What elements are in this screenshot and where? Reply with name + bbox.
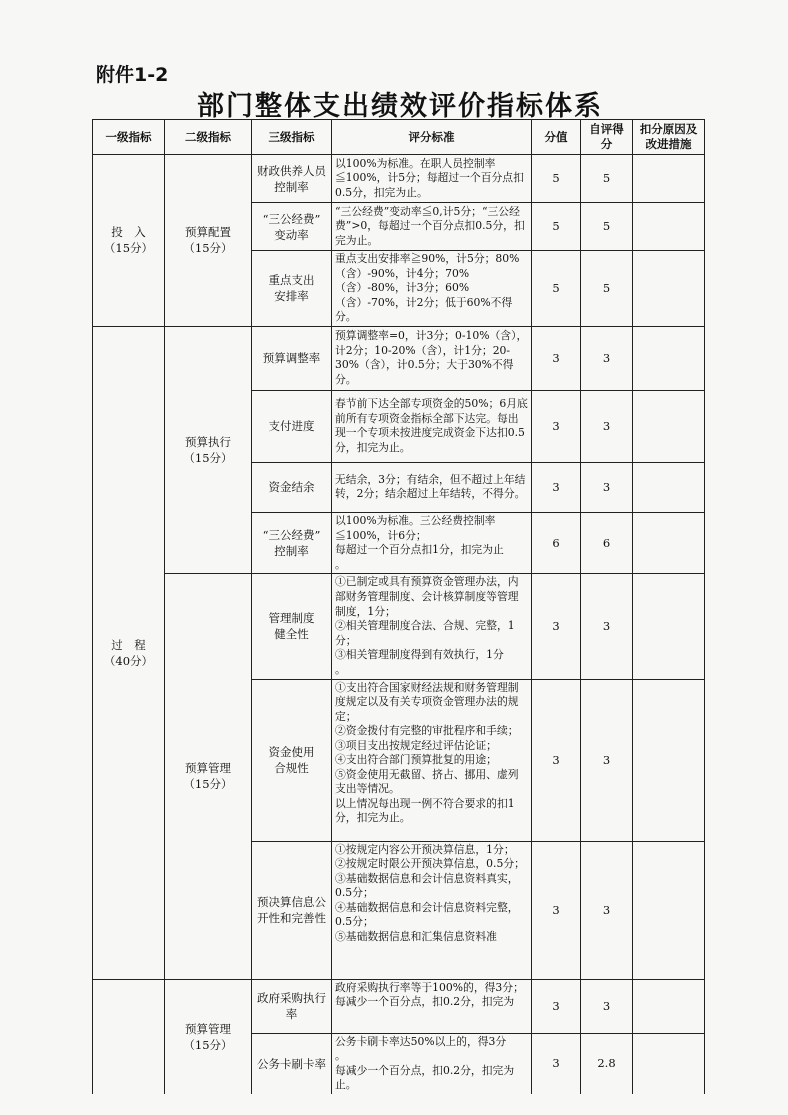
score-cell: 5 [532, 203, 581, 251]
criteria-cell: 公务卡刷卡率达50%以上的，得3分 。 每减少一个百分点，扣0.2分，扣完为止。 [332, 1033, 532, 1094]
score-cell: 3 [532, 326, 581, 390]
reason-cell [633, 326, 705, 390]
reason-cell [633, 841, 705, 979]
reason-cell [633, 574, 705, 679]
page-title: 部门整体支出绩效评价指标体系 [197, 91, 603, 122]
table-row [93, 155, 705, 203]
score-cell: 3 [532, 390, 581, 462]
attachment-label: 附件1-2 [96, 64, 169, 86]
reason-cell [633, 679, 705, 841]
criteria-text: 政府采购执行率等于100%的，得3分； 每减少一个百分点，扣0.2分，扣完为 [335, 980, 524, 1009]
score-cell: 5 [532, 155, 581, 203]
score-cell: 3 [532, 979, 581, 1033]
level3-name: 支付进度 [252, 390, 332, 462]
criteria-cell: 春节前下达全部专项资金的50%；6月底前所有专项资金指标全部下达完。每出现一个专项未按进度完成资金下达扣0.5分，扣完为止。 [332, 390, 532, 462]
reason-cell [633, 462, 705, 512]
level3-name: 重点支出 安排率 [252, 251, 332, 327]
self-score-cell: 3 [581, 979, 633, 1033]
level3-name: “三公经费” 控制率 [252, 512, 332, 573]
criteria-text: ①按规定内容公开预决算信息，1分； ②按规定时限公开预决算信息，0.5分； ③基础数据信息和会计信息资料真实，0.5分； ④基础数据信息和会计信息资料完整，0.5分； ⑤基础数据信息和汇集信息资料准 [335, 842, 525, 944]
indicator-table [92, 119, 705, 1094]
level3-name: 政府采购执行 率 [252, 979, 332, 1033]
reason-cell [633, 251, 705, 327]
reason-cell [633, 979, 705, 1033]
level2-config: 预算配置 （15分） [165, 155, 252, 327]
level1-cell-empty [93, 979, 165, 1094]
level2-exec: 预算执行 （15分） [165, 326, 252, 573]
level2-mgmt: 预算管理 （15分） [165, 574, 252, 979]
criteria-cell: 无结余，3分；有结余，但不超过上年结转，2分；结余超过上年结转，不得分。 [332, 462, 532, 512]
header-row [93, 120, 705, 155]
criteria-cell: 重点支出安排率≧90%，计5分；80%（含）-90%，计4分；70%（含）-80%，计3分；60%（含）-70%，计2分；低于60%不得分。 [332, 251, 532, 327]
self-score-cell: 2.8 [581, 1033, 633, 1094]
criteria-cell: 以100%为标准。三公经费控制率≦100%，计6分； 每超过一个百分点扣1分，扣完为止 。 [332, 512, 532, 573]
self-score-cell: 3 [581, 841, 633, 979]
self-score-cell: 5 [581, 203, 633, 251]
table-row [93, 574, 705, 679]
table-row [93, 326, 705, 390]
score-cell: 3 [532, 574, 581, 679]
criteria-cell: ①已制定或具有预算资金管理办法，内部财务管理制度、会计核算制度等管理制度，1分； ②相关管理制度合法、合规、完整，1分； ③相关管理制度得到有效执行，1分 。 [332, 574, 532, 679]
self-score-cell: 5 [581, 155, 633, 203]
reason-cell [633, 1033, 705, 1094]
level2-mgmt2: 预算管理 （15分） [165, 979, 252, 1094]
self-score-cell: 5 [581, 251, 633, 327]
col-self-score: 自评得分 [581, 120, 633, 155]
criteria-cell [332, 841, 532, 979]
criteria-cell: 预算调整率=0，计3分；0-10%（含），计2分；10-20%（含），计1分；20-30%（含），计0.5分；大于30%不得分。 [332, 326, 532, 390]
self-score-cell: 6 [581, 512, 633, 573]
col-score: 分值 [532, 120, 581, 155]
level3-name: 预决算信息公 开性和完善性 [252, 841, 332, 979]
col-reason: 扣分原因及改进措施 [633, 120, 705, 155]
score-cell: 3 [532, 841, 581, 979]
level1-input: 投 入 （15分） [93, 155, 165, 327]
level3-name: 管理制度 健全性 [252, 574, 332, 679]
criteria-cell [332, 679, 532, 841]
self-score-cell: 3 [581, 574, 633, 679]
col-level1: 一级指标 [93, 120, 165, 155]
level3-name: 财政供养人员 控制率 [252, 155, 332, 203]
score-cell: 3 [532, 679, 581, 841]
self-score-cell: 3 [581, 390, 633, 462]
level3-name: “三公经费” 变动率 [252, 203, 332, 251]
score-cell: 6 [532, 512, 581, 573]
criteria-text: ①支出符合国家财经法规和财务管理制度规定以及有关专项资金管理办法的规定； ②资金拨付有完整的审批程序和手续； ③项目支出按规定经过评估论证； ④支出符合部门预算批复的用途； ⑤资金使用无截留、挤占、挪用、虚列支出等情况。 以上情况每出现一例不符合要求的扣1分，扣完为止。 [335, 680, 519, 824]
col-level2: 二级指标 [165, 120, 252, 155]
level1-process: 过 程 （40分） [93, 326, 165, 979]
self-score-cell: 3 [581, 679, 633, 841]
criteria-cell: 以100%为标准。在职人员控制率≦100%，计5分；每超过一个百分点扣0.5分，扣完为止。 [332, 155, 532, 203]
level3-name: 资金使用 合规性 [252, 679, 332, 841]
reason-cell [633, 203, 705, 251]
score-cell: 3 [532, 462, 581, 512]
self-score-cell: 3 [581, 326, 633, 390]
reason-cell [633, 512, 705, 573]
reason-cell [633, 155, 705, 203]
level3-name: 预算调整率 [252, 326, 332, 390]
table-row [93, 979, 705, 1033]
level3-name: 资金结余 [252, 462, 332, 512]
self-score-cell: 3 [581, 462, 633, 512]
col-criteria: 评分标准 [332, 120, 532, 155]
criteria-cell [332, 979, 532, 1033]
level3-name: 公务卡刷卡率 [252, 1033, 332, 1094]
reason-cell [633, 390, 705, 462]
criteria-cell: “三公经费”变动率≦0,计5分；“三公经费”>0，每超过一个百分点扣0.5分，扣完为止。 [332, 203, 532, 251]
score-cell: 3 [532, 1033, 581, 1094]
col-level3: 三级指标 [252, 120, 332, 155]
score-cell: 5 [532, 251, 581, 327]
